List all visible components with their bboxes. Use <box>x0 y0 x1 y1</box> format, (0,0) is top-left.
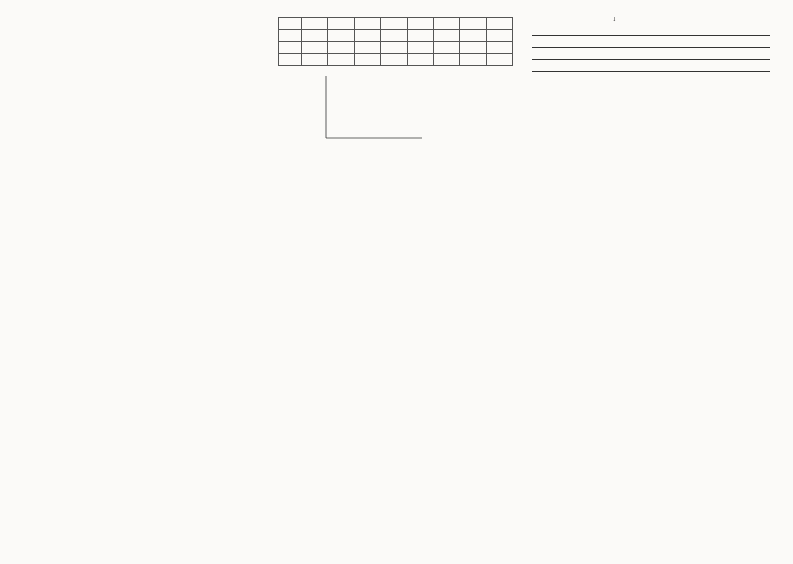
answer-cell[interactable] <box>433 42 459 54</box>
answer-blank-cell[interactable] <box>486 54 512 66</box>
answer-blank-cell[interactable] <box>302 54 328 66</box>
answer-cell[interactable] <box>460 42 486 54</box>
answer-blank-cell[interactable] <box>302 30 328 42</box>
answer-table-row-1 <box>279 18 513 30</box>
bar-chart <box>298 72 438 154</box>
hybrid-diagram <box>532 16 770 24</box>
answer-table-row-2 <box>279 30 513 42</box>
row-head <box>279 54 302 66</box>
answer-blank-cell[interactable] <box>328 30 354 42</box>
answer-blank-cell[interactable] <box>460 30 486 42</box>
column-middle <box>278 14 518 156</box>
answer-blank-cell[interactable] <box>354 54 380 66</box>
answer-blank-cell[interactable] <box>433 54 459 66</box>
row-head <box>279 30 302 42</box>
answer-line[interactable] <box>532 26 770 36</box>
diagram-arrow-1: ↓ <box>612 17 617 23</box>
answer-blank-cell[interactable] <box>328 54 354 66</box>
answer-cell[interactable] <box>486 42 512 54</box>
answer-line[interactable] <box>532 38 770 48</box>
answer-table <box>278 17 513 66</box>
row-head <box>279 42 302 54</box>
answer-blank-cell[interactable] <box>381 54 407 66</box>
answer-blank-cell[interactable] <box>486 30 512 42</box>
answer-line[interactable] <box>532 50 770 60</box>
answer-blank-cell[interactable] <box>354 30 380 42</box>
answer-cell[interactable] <box>433 18 459 30</box>
answer-cell[interactable] <box>354 42 380 54</box>
answer-cell[interactable] <box>328 42 354 54</box>
answer-cell[interactable] <box>381 18 407 30</box>
answer-cell[interactable] <box>407 42 433 54</box>
answer-line[interactable] <box>532 62 770 72</box>
answer-cell[interactable] <box>407 18 433 30</box>
answer-cell[interactable] <box>302 18 328 30</box>
answer-table-row-3 <box>279 42 513 54</box>
bar-chart-svg <box>298 72 438 154</box>
answer-table-row-4 <box>279 54 513 66</box>
answer-cell[interactable] <box>354 18 380 30</box>
answer-cell[interactable] <box>486 18 512 30</box>
answer-blank-cell[interactable] <box>433 30 459 42</box>
answer-cell[interactable] <box>328 18 354 30</box>
answer-lines <box>532 26 770 72</box>
answer-blank-cell[interactable] <box>460 54 486 66</box>
column-right <box>532 14 770 74</box>
column-left <box>32 14 264 18</box>
answer-cell[interactable] <box>460 18 486 30</box>
answer-cell[interactable] <box>381 42 407 54</box>
row-head <box>279 18 302 30</box>
answer-blank-cell[interactable] <box>407 54 433 66</box>
answer-blank-cell[interactable] <box>407 30 433 42</box>
answer-cell[interactable] <box>302 42 328 54</box>
page-footer <box>32 550 35 563</box>
answer-blank-cell[interactable] <box>381 30 407 42</box>
